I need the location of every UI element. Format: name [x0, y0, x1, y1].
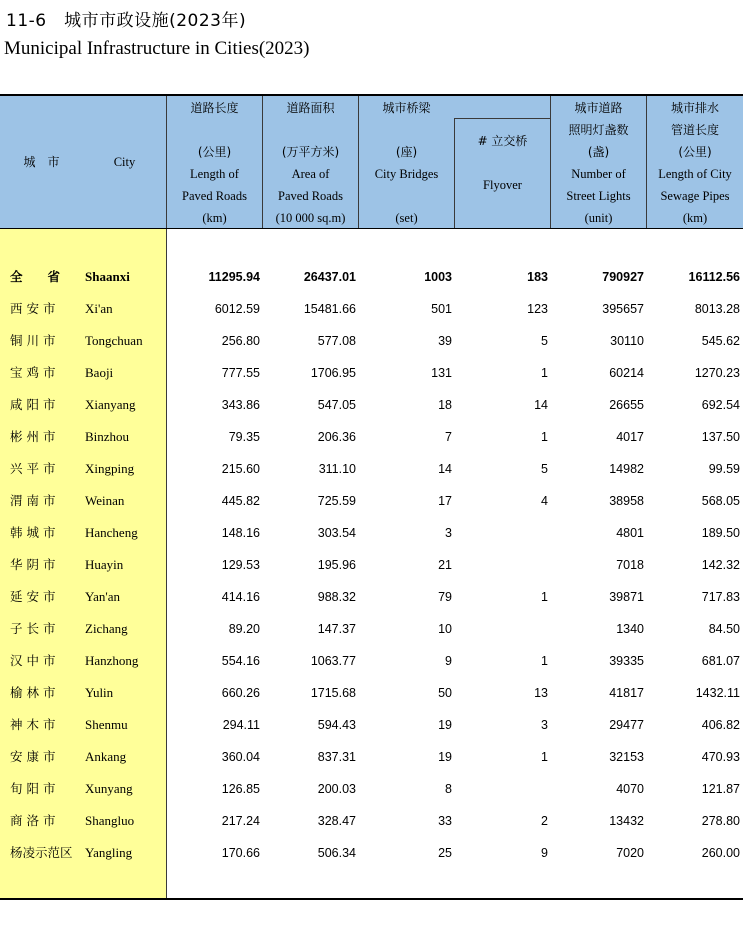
road-area-cell: 1715.68 — [310, 686, 356, 700]
city-name-en: Xunyang — [85, 781, 133, 796]
road-length-cell: 256.80 — [221, 334, 260, 348]
road-area-cell: 725.59 — [317, 494, 356, 508]
road-length-cell: 11295.94 — [208, 270, 260, 284]
road-length-cell: 777.55 — [221, 366, 260, 380]
header-road-length: 道路长度 (公里) Length of Paved Roads (km) — [182, 101, 247, 225]
flyover-cell: 5 — [541, 462, 548, 476]
city-name-cn: 商 洛 市 — [10, 813, 56, 828]
road-length-cell: 294.11 — [222, 718, 260, 732]
table-row — [0, 774, 743, 806]
flyover-cell: 14 — [534, 398, 548, 412]
city-name-en: Xianyang — [85, 397, 136, 412]
road-area-cell: 195.96 — [317, 558, 356, 572]
city-name-en: Tongchuan — [85, 333, 143, 348]
street-lights-cell: 7018 — [616, 558, 644, 572]
flyover-cell: 5 — [541, 334, 548, 348]
city-name-cn: 延 安 市 — [10, 589, 56, 604]
header-flyover: # 立交桥 Flyover — [477, 134, 528, 192]
street-lights-cell: 32153 — [609, 750, 644, 764]
bridges-cell: 7 — [445, 430, 452, 444]
city-name-cn: 彬 州 市 — [10, 429, 56, 444]
city-name-en: Shaanxi — [85, 269, 130, 284]
city-name-cn: 全 省 — [10, 269, 61, 284]
road-length-cell: 79.35 — [228, 430, 260, 444]
bridges-cell: 18 — [438, 398, 452, 412]
bridges-cell: 1003 — [424, 270, 452, 284]
road-area-cell: 147.37 — [317, 622, 356, 636]
city-name-en: Weinan — [85, 493, 125, 508]
table-row — [0, 518, 743, 550]
sewage-cell: 121.87 — [701, 782, 740, 796]
table-row — [0, 422, 743, 454]
street-lights-cell: 13432 — [609, 814, 644, 828]
sewage-cell: 137.50 — [701, 430, 740, 444]
road-length-cell: 89.20 — [228, 622, 260, 636]
bridges-cell: 131 — [431, 366, 452, 380]
road-length-cell: 554.16 — [221, 654, 260, 668]
road-area-cell: 311.10 — [318, 462, 356, 476]
road-length-cell: 445.82 — [221, 494, 260, 508]
city-name-en: Xi'an — [85, 301, 113, 316]
header-road-area: 道路面积 (万平方米) Area of Paved Roads (10 000 sq.m) — [275, 101, 346, 225]
page-title-cn: 11-6 城市市政设施(2023年) — [6, 11, 247, 31]
city-name-cn: 子 长 市 — [10, 621, 56, 636]
bridges-cell: 39 — [438, 334, 452, 348]
street-lights-cell: 26655 — [609, 398, 644, 412]
sewage-cell: 99.59 — [708, 462, 740, 476]
road-area-cell: 15481.66 — [303, 302, 356, 316]
street-lights-cell: 4801 — [616, 526, 644, 540]
flyover-cell: 1 — [541, 750, 548, 764]
city-name-cn: 宝 鸡 市 — [10, 365, 56, 380]
flyover-cell: 1 — [541, 590, 548, 604]
city-name-en: Baoji — [85, 365, 114, 380]
table-row — [0, 838, 743, 870]
bridges-cell: 8 — [445, 782, 452, 796]
table-row — [0, 582, 743, 614]
table-row — [0, 742, 743, 774]
city-name-en: Xingping — [85, 461, 135, 476]
flyover-cell: 3 — [541, 718, 548, 732]
road-length-cell: 343.86 — [221, 398, 260, 412]
flyover-cell: 183 — [527, 270, 548, 284]
road-length-cell: 414.16 — [221, 590, 260, 604]
road-area-cell: 303.54 — [317, 526, 356, 540]
city-name-en: Hancheng — [85, 525, 138, 540]
bridges-cell: 50 — [438, 686, 452, 700]
road-area-cell: 594.43 — [317, 718, 356, 732]
city-name-cn: 咸 阳 市 — [10, 397, 56, 412]
city-name-en: Huayin — [85, 557, 124, 572]
road-area-cell: 200.03 — [317, 782, 356, 796]
table-row — [0, 326, 743, 358]
header-street-lights: 城市道路 照明灯盏数 (盏) Number of Street Lights (unit) — [566, 101, 631, 225]
bridges-cell: 21 — [438, 558, 452, 572]
sewage-cell: 1270.23 — [694, 366, 740, 380]
flyover-cell: 2 — [541, 814, 548, 828]
sewage-cell: 470.93 — [701, 750, 740, 764]
city-name-cn: 韩 城 市 — [10, 525, 56, 540]
road-area-cell: 206.36 — [317, 430, 356, 444]
road-area-cell: 988.32 — [317, 590, 356, 604]
header-city-cn: 城 市 — [23, 155, 60, 169]
sewage-cell: 278.80 — [701, 814, 740, 828]
city-name-cn: 华 阴 市 — [10, 557, 56, 572]
bridges-cell: 25 — [438, 846, 452, 860]
sewage-cell: 189.50 — [701, 526, 740, 540]
sewage-cell: 142.32 — [701, 558, 740, 572]
header-subdivider — [454, 118, 550, 119]
city-name-cn: 汉 中 市 — [10, 653, 56, 668]
sewage-cell: 406.82 — [701, 718, 740, 732]
street-lights-cell: 14982 — [609, 462, 644, 476]
header-sewage-pipes: 城市排水 管道长度 (公里) Length of City Sewage Pipes (km) — [658, 101, 732, 225]
city-name-en: Binzhou — [85, 429, 130, 444]
bridges-cell: 19 — [438, 750, 452, 764]
city-name-cn: 杨凌示范区 — [10, 845, 73, 860]
road-area-cell: 1706.95 — [310, 366, 356, 380]
bridges-cell: 17 — [438, 494, 452, 508]
flyover-cell: 123 — [527, 302, 548, 316]
street-lights-cell: 395657 — [602, 302, 644, 316]
road-area-cell: 1063.77 — [310, 654, 356, 668]
bridges-cell: 3 — [445, 526, 452, 540]
road-length-cell: 660.26 — [221, 686, 260, 700]
page-title-en: Municipal Infrastructure in Cities(2023) — [4, 38, 310, 59]
city-name-cn: 铜 川 市 — [10, 333, 56, 348]
road-area-cell: 547.05 — [317, 398, 356, 412]
road-length-cell: 126.85 — [221, 782, 260, 796]
city-name-cn: 神 木 市 — [10, 717, 56, 732]
city-name-en: Shenmu — [85, 717, 128, 732]
table-row — [0, 390, 743, 422]
table-row — [0, 614, 743, 646]
road-length-cell: 170.66 — [221, 846, 260, 860]
flyover-cell: 1 — [541, 430, 548, 444]
street-lights-cell: 39335 — [609, 654, 644, 668]
sewage-cell: 545.62 — [701, 334, 740, 348]
bridges-cell: 10 — [438, 622, 452, 636]
sewage-cell: 692.54 — [701, 398, 740, 412]
table-row — [0, 806, 743, 838]
bridges-cell: 501 — [431, 302, 452, 316]
table-row — [0, 678, 743, 710]
street-lights-cell: 30110 — [610, 334, 644, 348]
road-area-cell: 577.08 — [317, 334, 356, 348]
table-body — [0, 262, 743, 870]
city-name-en: Yangling — [85, 845, 133, 860]
bridges-cell: 9 — [445, 654, 452, 668]
sewage-cell: 1432.11 — [695, 686, 740, 700]
city-name-en: Yulin — [85, 685, 114, 700]
road-area-cell: 26437.01 — [303, 270, 356, 284]
sewage-cell: 16112.56 — [688, 270, 740, 284]
header-city-en: City — [113, 155, 136, 169]
table-row — [0, 358, 743, 390]
flyover-cell: 4 — [541, 494, 548, 508]
city-name-en: Yan'an — [85, 589, 120, 604]
city-name-en: Zichang — [85, 621, 128, 636]
bridges-cell: 19 — [438, 718, 452, 732]
sewage-cell: 260.00 — [701, 846, 740, 860]
bridges-cell: 79 — [438, 590, 452, 604]
road-area-cell: 837.31 — [317, 750, 356, 764]
flyover-cell: 13 — [534, 686, 548, 700]
flyover-cell: 9 — [541, 846, 548, 860]
street-lights-cell: 39871 — [609, 590, 644, 604]
flyover-cell: 1 — [541, 654, 548, 668]
city-name-cn: 安 康 市 — [10, 749, 56, 764]
street-lights-cell: 1340 — [616, 622, 644, 636]
road-length-cell: 215.60 — [221, 462, 260, 476]
table-row — [0, 294, 743, 326]
road-length-cell: 6012.59 — [214, 302, 260, 316]
road-length-cell: 217.24 — [221, 814, 260, 828]
bridges-cell: 33 — [438, 814, 452, 828]
city-name-cn: 西 安 市 — [10, 301, 56, 316]
street-lights-cell: 29477 — [609, 718, 644, 732]
street-lights-cell: 38958 — [609, 494, 644, 508]
street-lights-cell: 41817 — [609, 686, 644, 700]
city-name-cn: 旬 阳 市 — [10, 781, 56, 796]
city-name-cn: 榆 林 市 — [10, 685, 56, 700]
city-name-cn: 兴 平 市 — [10, 461, 56, 476]
bridges-cell: 14 — [438, 462, 452, 476]
sewage-cell: 717.83 — [701, 590, 740, 604]
header-bridges-group: 城市桥梁 — [382, 101, 431, 115]
road-area-cell: 506.34 — [317, 846, 356, 860]
sewage-cell: 568.05 — [701, 494, 740, 508]
sewage-cell: 8013.28 — [694, 302, 740, 316]
city-name-cn: 渭 南 市 — [10, 493, 56, 508]
table-bottom-rule — [0, 898, 743, 900]
sewage-cell: 681.07 — [701, 654, 740, 668]
street-lights-cell: 790927 — [602, 270, 644, 284]
city-name-en: Shangluo — [85, 813, 135, 828]
table-row — [0, 486, 743, 518]
flyover-cell: 1 — [541, 366, 548, 380]
table-row — [0, 710, 743, 742]
sewage-cell: 84.50 — [708, 622, 740, 636]
road-length-cell: 129.53 — [221, 558, 260, 572]
city-name-en: Hanzhong — [85, 653, 139, 668]
road-area-cell: 328.47 — [317, 814, 356, 828]
street-lights-cell: 4070 — [616, 782, 644, 796]
header-bridges: (座) City Bridges (set) — [374, 145, 439, 225]
table-row — [0, 550, 743, 582]
table-row-total — [0, 262, 743, 294]
table-row — [0, 454, 743, 486]
street-lights-cell: 60214 — [609, 366, 644, 380]
road-length-cell: 148.16 — [221, 526, 260, 540]
street-lights-cell: 4017 — [616, 430, 644, 444]
city-name-en: Ankang — [85, 749, 127, 764]
road-length-cell: 360.04 — [221, 750, 260, 764]
street-lights-cell: 7020 — [616, 846, 644, 860]
table-row — [0, 646, 743, 678]
